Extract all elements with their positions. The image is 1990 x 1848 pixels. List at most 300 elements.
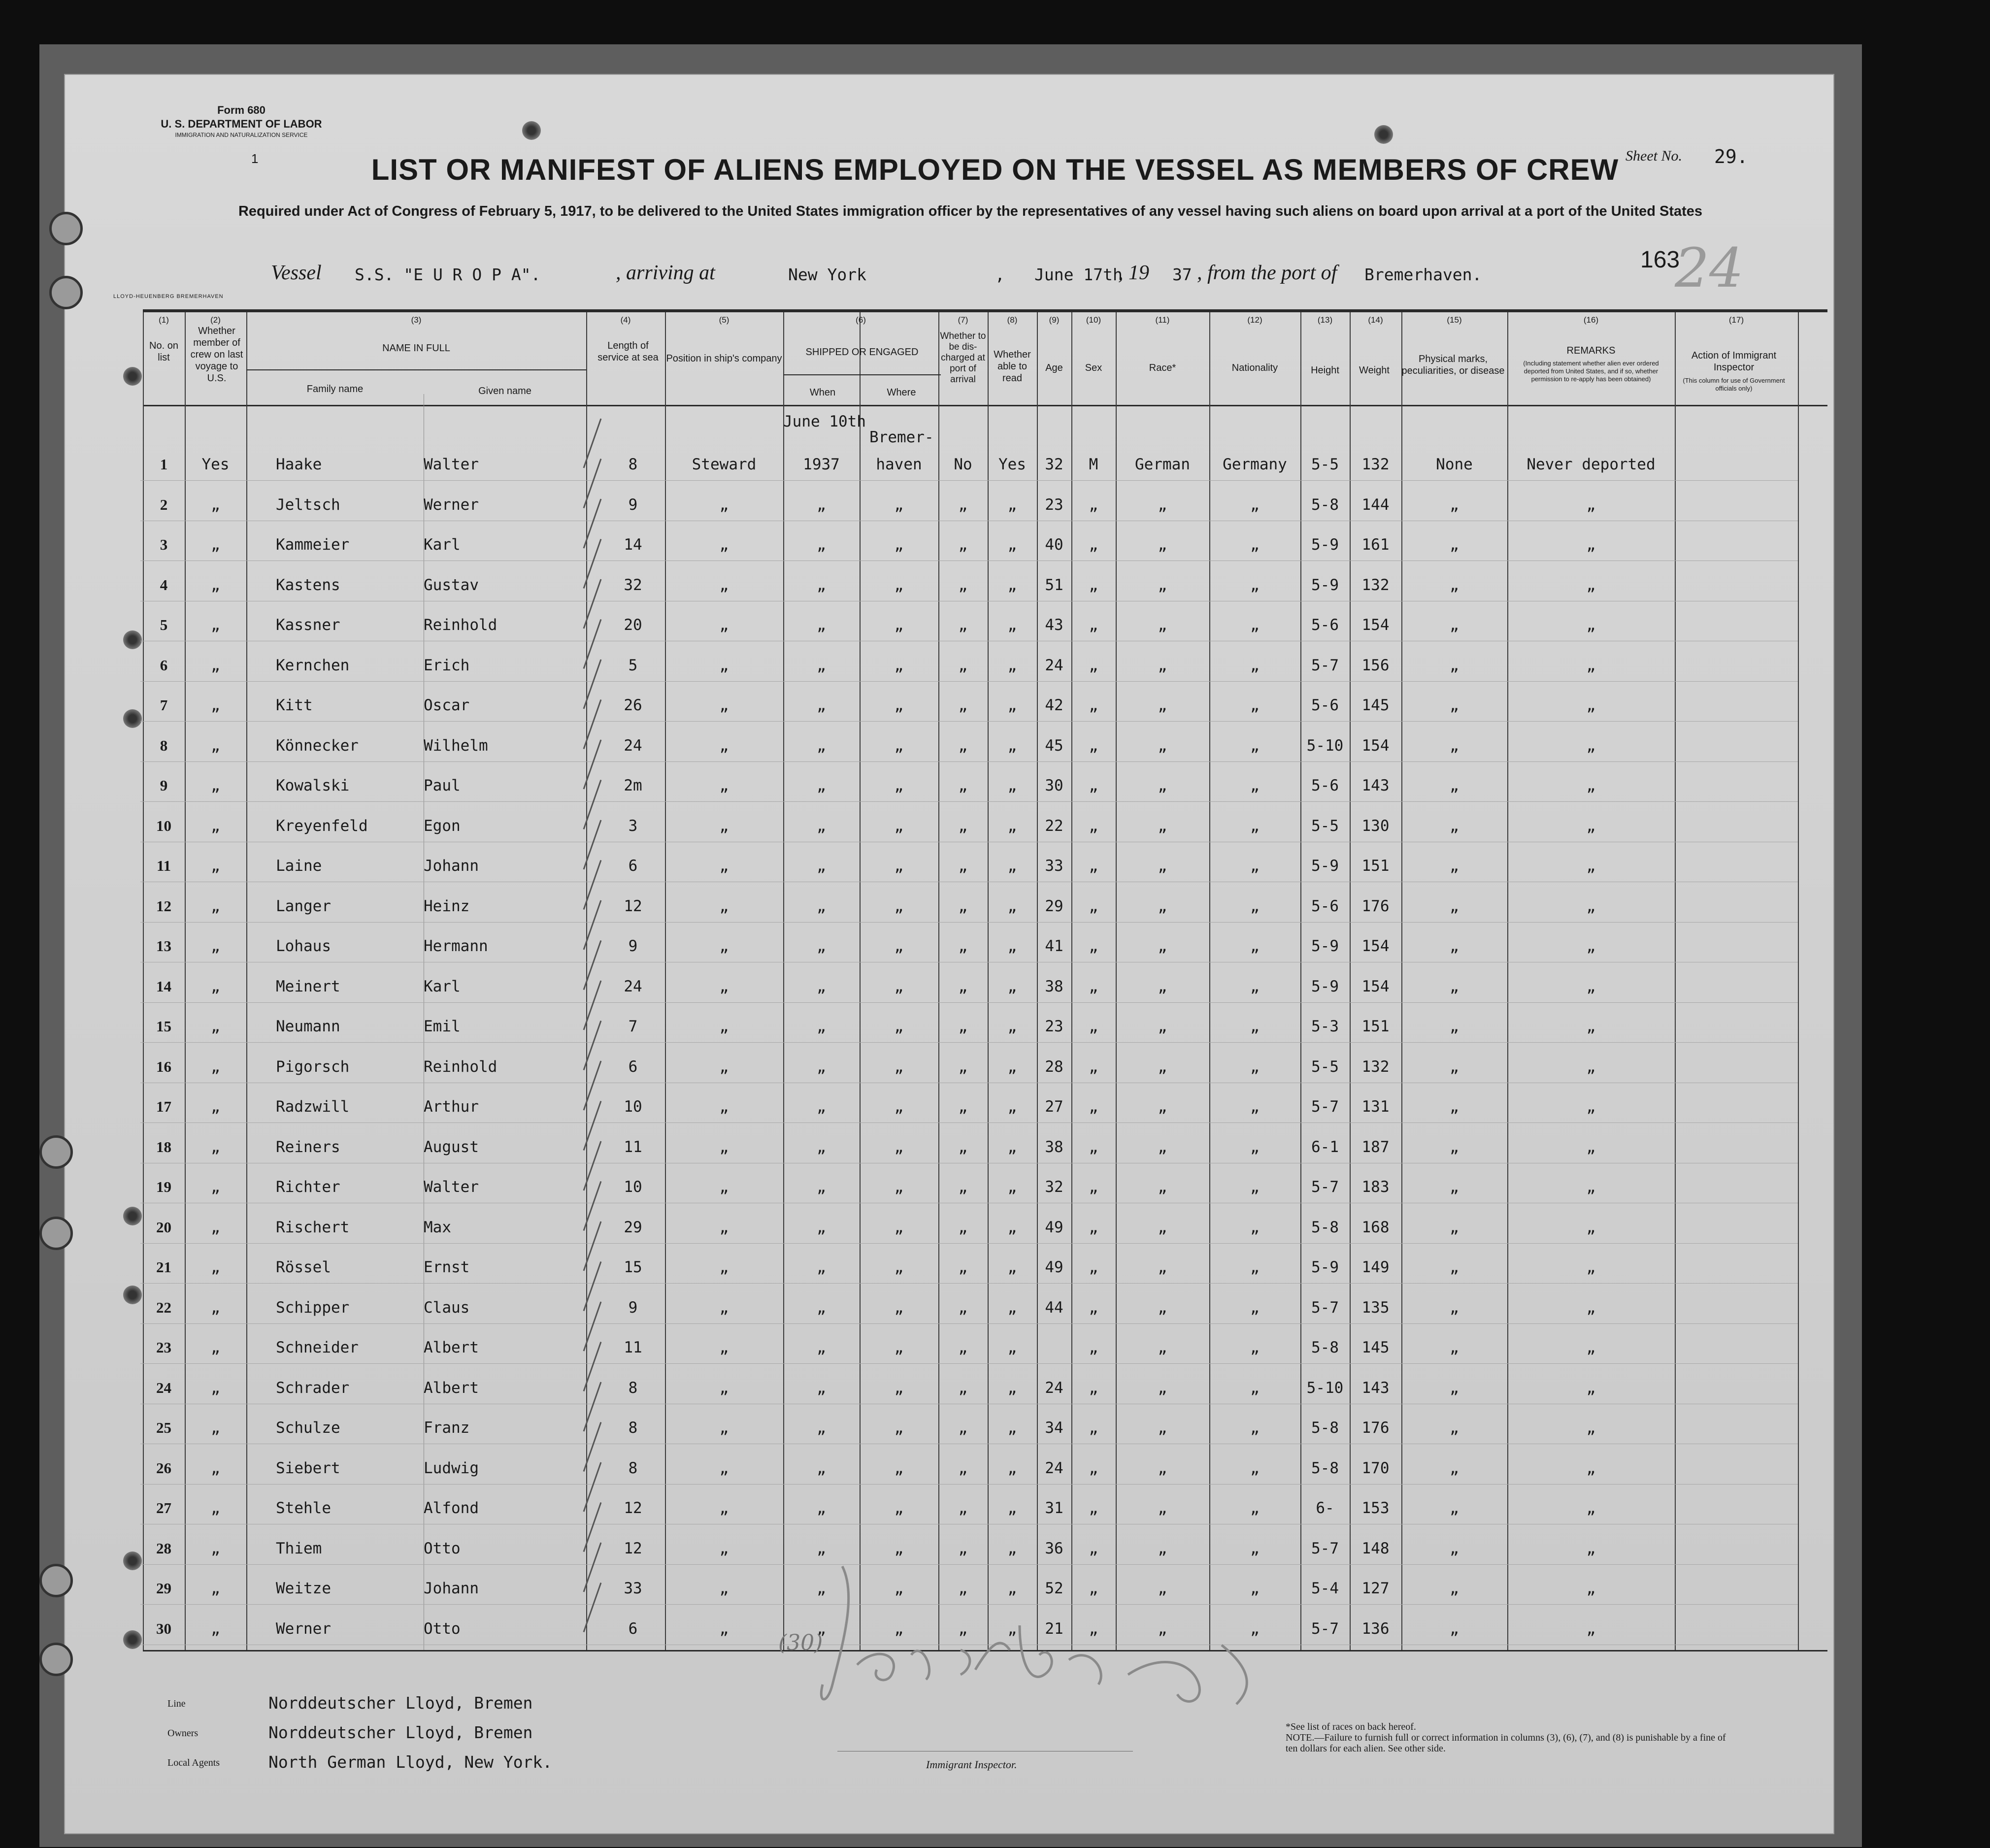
remarks: „	[1586, 817, 1596, 835]
weight: 176	[1361, 1419, 1390, 1437]
weight: 135	[1361, 1298, 1390, 1317]
able-to-read-value: „	[1007, 616, 1017, 634]
form-mark: 1	[251, 151, 259, 166]
position: „	[719, 1539, 729, 1557]
weight: 131	[1361, 1098, 1390, 1116]
nationality: „	[1250, 1339, 1260, 1356]
able-to-read-value: „	[1007, 576, 1017, 594]
nationality: „	[1250, 1459, 1260, 1477]
race: „	[1158, 777, 1167, 794]
weight: 145	[1361, 1339, 1390, 1356]
table-row	[0, 1088, 1990, 1126]
sex: „	[1089, 656, 1098, 674]
physical-marks: „	[1450, 1138, 1459, 1156]
header-age: Age	[1045, 363, 1063, 373]
row-rule	[140, 721, 1798, 722]
height: 5-6	[1311, 616, 1339, 634]
physical-marks: „	[1450, 1178, 1459, 1196]
prev-voyage-value: „	[211, 1057, 220, 1076]
row-number: 29	[156, 1580, 171, 1597]
sex: „	[1089, 897, 1098, 915]
table-row	[0, 1450, 1990, 1488]
row-number: 28	[156, 1539, 171, 1557]
row-number: 14	[156, 977, 171, 995]
prev-voyage-value: „	[211, 1459, 220, 1477]
column-number: (6)	[856, 315, 866, 325]
table-row	[0, 727, 1990, 765]
sex: „	[1089, 937, 1098, 955]
row-number: 19	[156, 1178, 171, 1195]
nationality: „	[1250, 1138, 1260, 1156]
header-physical-marks: Physical marks, peculiarities, or disease	[1401, 354, 1505, 376]
shipped-where: „	[894, 736, 904, 755]
header-name-full: NAME IN FULL	[382, 343, 450, 354]
position: „	[719, 1619, 729, 1638]
physical-marks: „	[1450, 817, 1459, 835]
prev-voyage-value: „	[211, 1218, 220, 1236]
family-name: Kreyenfeld	[276, 817, 368, 835]
agents-label: Local Agents	[167, 1757, 220, 1768]
height: 5-9	[1311, 536, 1339, 554]
position: „	[719, 536, 729, 554]
family-name: Radzwill	[276, 1098, 350, 1116]
given-name: Walter	[424, 456, 479, 473]
family-name: Schipper	[276, 1298, 350, 1317]
family-name: Pigorsch	[276, 1057, 350, 1076]
remarks: „	[1586, 1499, 1596, 1517]
physical-marks: „	[1450, 1298, 1459, 1317]
race: „	[1158, 937, 1167, 955]
height: 5-9	[1311, 977, 1339, 995]
discharged-value: „	[958, 1419, 968, 1437]
table-row	[0, 888, 1990, 926]
remarks: „	[1586, 1339, 1596, 1356]
able-to-read-value: „	[1007, 1018, 1017, 1035]
printer-imprint: LLOYD-HEUENBERG BREMERHAVEN	[113, 294, 224, 299]
prev-voyage-value: „	[211, 1339, 220, 1356]
family-name: Kitt	[276, 696, 313, 714]
header-shipped-engaged: SHIPPED OR ENGAGED	[805, 347, 919, 358]
prev-voyage-value: „	[211, 1178, 220, 1196]
race: „	[1158, 1218, 1167, 1236]
given-name: Oscar	[424, 696, 470, 714]
nationality: „	[1250, 536, 1260, 554]
discharged-value: „	[958, 1499, 968, 1517]
header-sex: Sex	[1085, 363, 1102, 373]
position: „	[719, 1298, 729, 1317]
table-row	[0, 767, 1990, 805]
given-name: Paul	[424, 777, 461, 794]
row-number: 25	[156, 1419, 171, 1436]
vessel-line: Vessel S.S. "E U R O P A". , arriving at New York , June 17th , 19 37 , from the port of Bremerhaven.	[271, 262, 1482, 284]
discharged-value: „	[958, 1619, 968, 1638]
shipped-when: „	[817, 1178, 826, 1196]
given-name: Ernst	[424, 1258, 470, 1276]
given-name: Walter	[424, 1178, 479, 1196]
vessel-name: S.S. "E U R O P A".	[355, 265, 541, 284]
family-name: Neumann	[276, 1018, 340, 1035]
sex: „	[1089, 777, 1098, 794]
column-number: (8)	[1007, 315, 1018, 325]
sex: „	[1089, 576, 1098, 594]
header-height: Height	[1311, 365, 1339, 376]
table-row	[0, 927, 1990, 966]
physical-marks: „	[1450, 1580, 1459, 1597]
arrival-year: 37	[1172, 265, 1192, 284]
physical-marks: „	[1450, 536, 1459, 554]
table-row	[0, 687, 1990, 725]
age: 49	[1045, 1218, 1063, 1236]
height: 5-5	[1311, 456, 1339, 473]
height: 5-3	[1311, 1018, 1339, 1035]
nationality: „	[1250, 1539, 1260, 1557]
remarks: „	[1586, 1379, 1596, 1397]
nationality: „	[1250, 1419, 1260, 1437]
race: „	[1158, 1459, 1167, 1477]
table-row	[0, 1168, 1990, 1207]
able-to-read-value: „	[1007, 1138, 1017, 1156]
sex: „	[1089, 1539, 1098, 1557]
header-race: Race*	[1149, 363, 1176, 373]
shipped-where: „	[894, 1018, 904, 1035]
row-number: 30	[156, 1619, 171, 1637]
service-length: 8	[628, 1379, 638, 1397]
age: 23	[1045, 1018, 1063, 1035]
physical-marks: „	[1450, 1419, 1459, 1437]
shipped-where: „	[894, 1379, 904, 1397]
shipped-where: „	[894, 857, 904, 875]
row-number: 18	[156, 1138, 171, 1155]
row-number: 16	[156, 1057, 171, 1075]
row-number: 15	[156, 1018, 171, 1035]
remarks: „	[1586, 1619, 1596, 1638]
table-row	[0, 486, 1990, 525]
height: 5-8	[1311, 1459, 1339, 1477]
port-label: , from the port of	[1197, 262, 1337, 284]
able-to-read-value: „	[1007, 495, 1017, 514]
given-name: Heinz	[424, 897, 470, 915]
arrival-date: June 17th	[1034, 265, 1123, 284]
position: „	[719, 1218, 729, 1236]
header-service-length: Length of service at sea	[597, 340, 659, 363]
header-when: When	[809, 387, 836, 398]
family-name: Thiem	[276, 1539, 322, 1557]
shipped-where: „	[894, 1499, 904, 1517]
service-length: 14	[624, 536, 642, 554]
shipped-when: „	[817, 576, 826, 594]
height: 5-7	[1311, 1298, 1339, 1317]
race: „	[1158, 1258, 1167, 1276]
race: „	[1158, 1298, 1167, 1317]
row-number: 7	[160, 696, 168, 714]
prev-voyage-value: „	[211, 857, 220, 875]
nationality: „	[1250, 1580, 1260, 1597]
position: „	[719, 897, 729, 915]
row-number: 1	[160, 456, 168, 473]
prev-voyage-value: „	[211, 495, 220, 514]
shipped-where: „	[894, 1580, 904, 1597]
position: „	[719, 1098, 729, 1116]
sex: „	[1089, 857, 1098, 875]
nationality: „	[1250, 1018, 1260, 1035]
shipped-where: „	[894, 1619, 904, 1638]
weight: 130	[1361, 817, 1390, 835]
column-number: (13)	[1317, 315, 1333, 325]
discharged-value: „	[958, 937, 968, 955]
family-name: Langer	[276, 897, 331, 915]
header-able-to-read: Whether able to read	[994, 349, 1031, 384]
row-number: 27	[156, 1499, 171, 1517]
remarks: „	[1586, 576, 1596, 594]
weight: 143	[1361, 1379, 1390, 1397]
service-length: 12	[624, 1539, 642, 1557]
header-inspector-sub: (This column for use of Government officials only)	[1683, 377, 1785, 392]
family-name: Kowalski	[276, 777, 350, 794]
service-length: 33	[624, 1580, 642, 1597]
family-name: Stehle	[276, 1499, 331, 1517]
prev-voyage-value: „	[211, 1419, 220, 1437]
sex: „	[1089, 1258, 1098, 1276]
able-to-read-value: Yes	[998, 456, 1026, 473]
table-row	[0, 968, 1990, 1006]
sex: „	[1089, 977, 1098, 995]
prev-voyage-value: „	[211, 817, 220, 835]
shipped-where: „	[894, 576, 904, 594]
service-length: 9	[628, 937, 638, 955]
age: 44	[1045, 1298, 1063, 1317]
remarks: „	[1586, 897, 1596, 915]
row-rule	[140, 681, 1798, 682]
shipped-where: „	[894, 1419, 904, 1437]
sex: „	[1089, 1178, 1098, 1196]
nationality: „	[1250, 1098, 1260, 1116]
table-row	[0, 1489, 1990, 1528]
shipped-where: „	[894, 696, 904, 714]
service-length: 24	[624, 977, 642, 995]
age: 40	[1045, 536, 1063, 554]
service-length: 10	[624, 1098, 642, 1116]
service-length: 8	[628, 1419, 638, 1437]
remarks: „	[1586, 1218, 1596, 1236]
given-name: Wilhelm	[424, 736, 488, 755]
prev-voyage-value: „	[211, 1619, 220, 1638]
service-length: 15	[624, 1258, 642, 1276]
discharged-value: „	[958, 777, 968, 794]
row-number: 6	[160, 656, 168, 674]
sheet-number: 29.	[1714, 146, 1748, 167]
able-to-read-value: „	[1007, 1057, 1017, 1076]
able-to-read-value: „	[1007, 1298, 1017, 1317]
row-rule	[140, 1122, 1798, 1123]
header-bottom-rule	[143, 405, 1827, 406]
able-to-read-value: „	[1007, 1499, 1017, 1517]
table-row	[0, 526, 1990, 564]
age: 36	[1045, 1539, 1063, 1557]
row-rule	[140, 1283, 1798, 1284]
weight: 154	[1361, 937, 1390, 955]
race: „	[1158, 1339, 1167, 1356]
shipped-where-header: Bremer-	[869, 429, 934, 446]
physical-marks: „	[1450, 857, 1459, 875]
row-number: 17	[156, 1098, 171, 1115]
height: 6-1	[1311, 1138, 1339, 1156]
able-to-read-value: „	[1007, 897, 1017, 915]
able-to-read-value: „	[1007, 536, 1017, 554]
position: „	[719, 1018, 729, 1035]
position: „	[719, 1178, 729, 1196]
sex: „	[1089, 1580, 1098, 1597]
shipped-where: „	[894, 1539, 904, 1557]
given-name: Gustav	[424, 576, 479, 594]
service-length: 8	[628, 456, 638, 473]
table-row	[0, 847, 1990, 886]
column-number: (11)	[1155, 315, 1170, 325]
nationality: Germany	[1223, 456, 1287, 473]
column-number: (15)	[1447, 315, 1462, 325]
shipped-where: „	[894, 777, 904, 794]
able-to-read-value: „	[1007, 937, 1017, 955]
table-row	[0, 446, 1990, 484]
header-family-name: Family name	[306, 384, 364, 395]
prev-voyage-value: „	[211, 736, 220, 755]
row-rule	[140, 1042, 1798, 1043]
remarks: „	[1586, 1258, 1596, 1276]
physical-marks: „	[1450, 656, 1459, 674]
given-name: Albert	[424, 1339, 479, 1356]
discharged-value: „	[958, 1459, 968, 1477]
given-name: Otto	[424, 1619, 461, 1638]
age: 30	[1045, 777, 1063, 794]
age: 41	[1045, 937, 1063, 955]
row-number: 4	[160, 576, 168, 594]
pencil-tick-marks	[574, 414, 613, 1645]
nationality: „	[1250, 1258, 1260, 1276]
family-name: Reiners	[276, 1138, 340, 1156]
prev-voyage-value: „	[211, 937, 220, 955]
physical-marks: „	[1450, 897, 1459, 915]
family-name: Kassner	[276, 616, 340, 634]
given-name: Hermann	[424, 937, 488, 955]
remarks: „	[1586, 1298, 1596, 1317]
service-length: 9	[628, 1298, 638, 1317]
given-name: Johann	[424, 857, 479, 875]
shipped-where: haven	[876, 456, 922, 473]
service-length: 12	[624, 897, 642, 915]
race: „	[1158, 536, 1167, 554]
position: „	[719, 1459, 729, 1477]
age: 49	[1045, 1258, 1063, 1276]
able-to-read-value: „	[1007, 1258, 1017, 1276]
sex: „	[1089, 536, 1098, 554]
table-row	[0, 1289, 1990, 1327]
form-department: U. S. DEPARTMENT OF LABOR	[161, 118, 322, 130]
remarks: „	[1586, 696, 1596, 714]
weight: 153	[1361, 1499, 1390, 1517]
position: „	[719, 495, 729, 514]
given-name: Claus	[424, 1298, 470, 1317]
sex: „	[1089, 1419, 1098, 1437]
arrival-port: New York	[788, 265, 866, 284]
shipped-when: „	[817, 1339, 826, 1356]
service-length: 7	[628, 1018, 638, 1035]
able-to-read-value: „	[1007, 1459, 1017, 1477]
weight: 148	[1361, 1539, 1390, 1557]
able-to-read-value: „	[1007, 1419, 1017, 1437]
given-name: Karl	[424, 977, 461, 995]
weight: 183	[1361, 1178, 1390, 1196]
prev-voyage-value: „	[211, 536, 220, 554]
table-row	[0, 606, 1990, 645]
shipped-when: „	[817, 495, 826, 514]
physical-marks: „	[1450, 1379, 1459, 1397]
departure-port: Bremerhaven.	[1364, 265, 1482, 284]
able-to-read-value: „	[1007, 1580, 1017, 1597]
shipped-where: „	[894, 817, 904, 835]
discharged-value: „	[958, 1339, 968, 1356]
table-row	[0, 1048, 1990, 1087]
table-row	[0, 1008, 1990, 1046]
shipped-underline	[783, 374, 941, 375]
able-to-read-value: „	[1007, 817, 1017, 835]
shipped-when: „	[817, 1379, 826, 1397]
given-name: Alfond	[424, 1499, 479, 1517]
line-value: Norddeutscher Lloyd, Bremen	[268, 1693, 533, 1713]
arriving-label: , arriving at	[616, 262, 715, 284]
shipped-where: „	[894, 1057, 904, 1076]
page-stamp-number: 163	[1640, 247, 1680, 273]
race: „	[1158, 696, 1167, 714]
discharged-value: „	[958, 1138, 968, 1156]
shipped-when: „	[817, 1580, 826, 1597]
column-number: (4)	[620, 315, 631, 325]
race: „	[1158, 1499, 1167, 1517]
prev-voyage-value: „	[211, 656, 220, 674]
prev-voyage-value: „	[211, 897, 220, 915]
row-number: 23	[156, 1339, 171, 1356]
prev-voyage-value: „	[211, 1018, 220, 1035]
physical-marks: „	[1450, 977, 1459, 995]
weight: 143	[1361, 777, 1390, 794]
prev-voyage-value: „	[211, 1379, 220, 1397]
position: „	[719, 1258, 729, 1276]
discharged-value: „	[958, 817, 968, 835]
height: 6-	[1316, 1499, 1334, 1517]
given-name: Albert	[424, 1379, 479, 1397]
age: 45	[1045, 736, 1063, 755]
header-position: Position in ship's company	[666, 353, 782, 364]
nationality: „	[1250, 576, 1260, 594]
given-name: Otto	[424, 1539, 461, 1557]
given-name: August	[424, 1138, 479, 1156]
shipped-where: „	[894, 1339, 904, 1356]
row-number: 9	[160, 777, 168, 794]
able-to-read-value: „	[1007, 1619, 1017, 1638]
physical-marks: „	[1450, 696, 1459, 714]
row-number: 12	[156, 897, 171, 915]
shipped-when: „	[817, 857, 826, 875]
position: „	[719, 1580, 729, 1597]
race: „	[1158, 1018, 1167, 1035]
remarks: „	[1586, 777, 1596, 794]
physical-marks: „	[1450, 777, 1459, 794]
family-name: Werner	[276, 1619, 331, 1638]
remarks: „	[1586, 937, 1596, 955]
height: 5-5	[1311, 1057, 1339, 1076]
shipped-when: „	[817, 616, 826, 634]
weight: 154	[1361, 616, 1390, 634]
line-label: Line	[167, 1698, 186, 1709]
discharged-value: „	[958, 897, 968, 915]
